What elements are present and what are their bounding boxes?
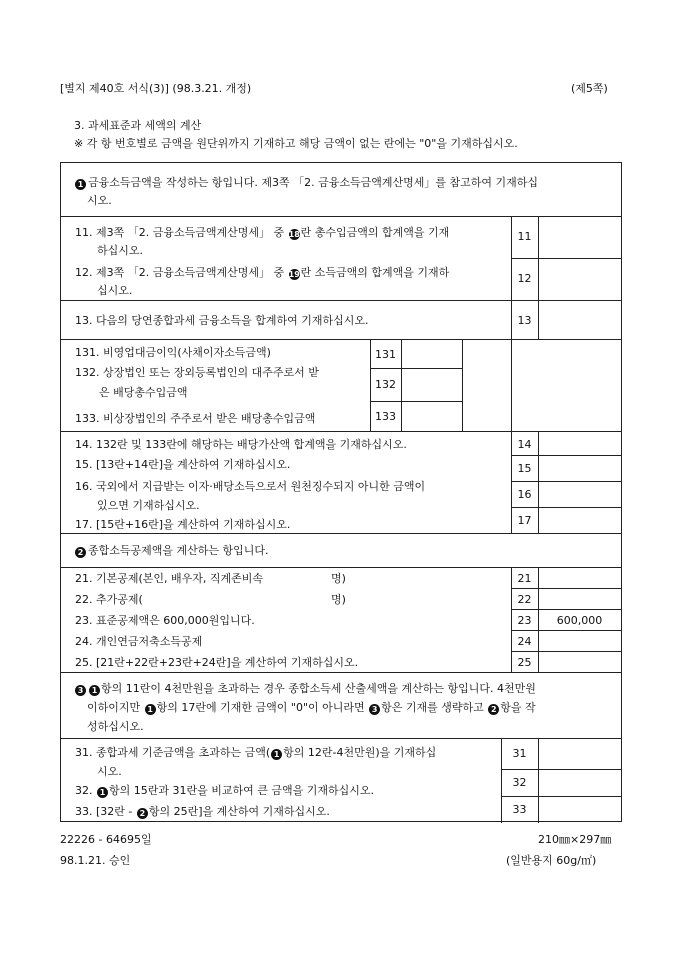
page-number: (제5쪽) xyxy=(571,82,608,95)
code-21: 21 xyxy=(517,572,532,585)
code-22: 22 xyxy=(517,593,532,606)
code-17: 17 xyxy=(517,514,532,527)
item-13-label: 13. 다음의 당연종합과세 금융소득을 합계하여 기재하십시오. xyxy=(75,314,369,327)
code-31: 31 xyxy=(512,747,527,760)
ref-18-icon: 18 xyxy=(288,230,300,239)
item-12-label-cont: 십시오. xyxy=(97,284,133,297)
code-23: 23 xyxy=(517,614,532,627)
code-33: 33 xyxy=(512,803,527,816)
code-16: 16 xyxy=(517,488,532,501)
section1-marker: 1 xyxy=(75,179,86,190)
item-131-label: 131. 비영업대금이익(사채이자소득금액) xyxy=(75,346,271,359)
footer-code: 22226 - 64695일 xyxy=(60,833,152,846)
code-24: 24 xyxy=(517,635,532,648)
item-24-label: 24. 개인연금저축소득공제 xyxy=(75,635,203,648)
item-132-label-cont: 은 배당총수입금액 xyxy=(99,386,188,399)
ref-1-icon: 1 xyxy=(89,685,100,696)
item-22-label: 22. 추가공제( xyxy=(75,593,143,606)
section3-header-cont: 이하이지만 1 항의 17란에 기재한 금액이 "0"이 아니라면 3 항은 기재를 생략하고 2 항을 작 xyxy=(87,701,536,714)
code-25: 25 xyxy=(517,656,532,669)
footer-approved: 98.1.21. 승인 xyxy=(60,854,131,867)
footer-paper: (일반용지 60g/㎡) xyxy=(506,854,597,867)
item-17-label: 17. [15란+16란]을 계산하여 기재하십시오. xyxy=(75,518,291,531)
value-23: 600,000 xyxy=(556,614,603,627)
item-21-unit: 명) xyxy=(331,572,346,585)
item-12-label: 12. 제3쪽 「2. 금융소득금액계산명세」 중 19란 소득금액의 합계액을 기재하 xyxy=(75,266,450,279)
item-33-label: 33. [32란 - 2 항의 25란]을 계산하여 기재하십시오. xyxy=(75,805,330,818)
ref-19-icon: 19 xyxy=(288,270,300,279)
code-133: 133 xyxy=(375,410,396,423)
item-14-label: 14. 132란 및 133란에 해당하는 배당가산액 합계액을 기재하십시오. xyxy=(75,438,407,451)
section2-marker: 2 xyxy=(75,547,86,558)
item-23-label: 23. 표준공제액은 600,000원입니다. xyxy=(75,614,255,627)
code-11: 11 xyxy=(517,230,532,243)
code-14: 14 xyxy=(517,438,532,451)
code-132: 132 xyxy=(375,378,396,391)
item-31-label: 31. 종합과세 기준금액을 초과하는 금액( 1 항의 12란-4천만원)을 기재하십 xyxy=(75,746,437,759)
item-25-label: 25. [21란+22란+23란+24란]을 계산하여 기재하십시오. xyxy=(75,656,359,669)
item-133-label: 133. 비상장법인의 주주로서 받은 배당총수입금액 xyxy=(75,412,316,425)
form-id: [별지 제40호 서식(3)] (98.3.21. 개정) xyxy=(60,82,252,95)
code-15: 15 xyxy=(517,462,532,475)
item-22-unit: 명) xyxy=(331,593,346,606)
code-13: 13 xyxy=(517,314,532,327)
section3-header: 3 1 항의 11란이 4천만원을 초과하는 경우 종합소득세 산출세액을 계산하는 항입니다. 4천만원 xyxy=(75,679,536,698)
section2-header: 2 종합소득공제액을 계산하는 항입니다. xyxy=(75,541,269,560)
item-11-label: 11. 제3쪽 「2. 금융소득금액계산명세」 중 18란 총수입금액의 합계액을 기재 xyxy=(75,226,450,239)
item-11-label-cont: 하십시오. xyxy=(97,244,144,257)
section1-header: 1 금융소득금액을 작성하는 항입니다. 제3쪽 「2. 금융소득금액계산명세」를 참고하여 기재하십 xyxy=(75,173,538,192)
item-15-label: 15. [13란+14란]을 계산하여 기재하십시오. xyxy=(75,458,291,471)
instruction-note: ※ 각 항 번호별로 금액을 원단위까지 기재하고 해당 금액이 없는 란에는 "0"을 기재하십시오. xyxy=(74,137,518,150)
item-16-label-cont: 있으면 기재하십시오. xyxy=(97,499,200,512)
item-21-label: 21. 기본공제(본인, 배우자, 직계존비속 xyxy=(75,572,264,585)
item-32-label: 32. 1 항의 15란과 31란을 비교하여 큰 금액을 기재하십시오. xyxy=(75,784,374,797)
item-132-label: 132. 상장법인 또는 장외등록법인의 대주주로서 받 xyxy=(75,366,319,379)
footer-size: 210㎜×297㎜ xyxy=(538,833,612,846)
code-32: 32 xyxy=(512,776,527,789)
item-16-label: 16. 국외에서 지급받는 이자·배당소득으로서 원천징수되지 아니한 금액이 xyxy=(75,480,426,493)
section-title: 3. 과세표준과 세액의 계산 xyxy=(74,119,202,132)
section3-marker: 3 xyxy=(75,685,86,696)
code-131: 131 xyxy=(375,348,396,361)
tax-form-table xyxy=(60,162,622,822)
code-12: 12 xyxy=(517,272,532,285)
section3-header-cont2: 성하십시오. xyxy=(87,720,144,733)
item-31-label-cont: 시오. xyxy=(97,765,122,778)
section1-header-cont: 시오. xyxy=(87,194,112,207)
